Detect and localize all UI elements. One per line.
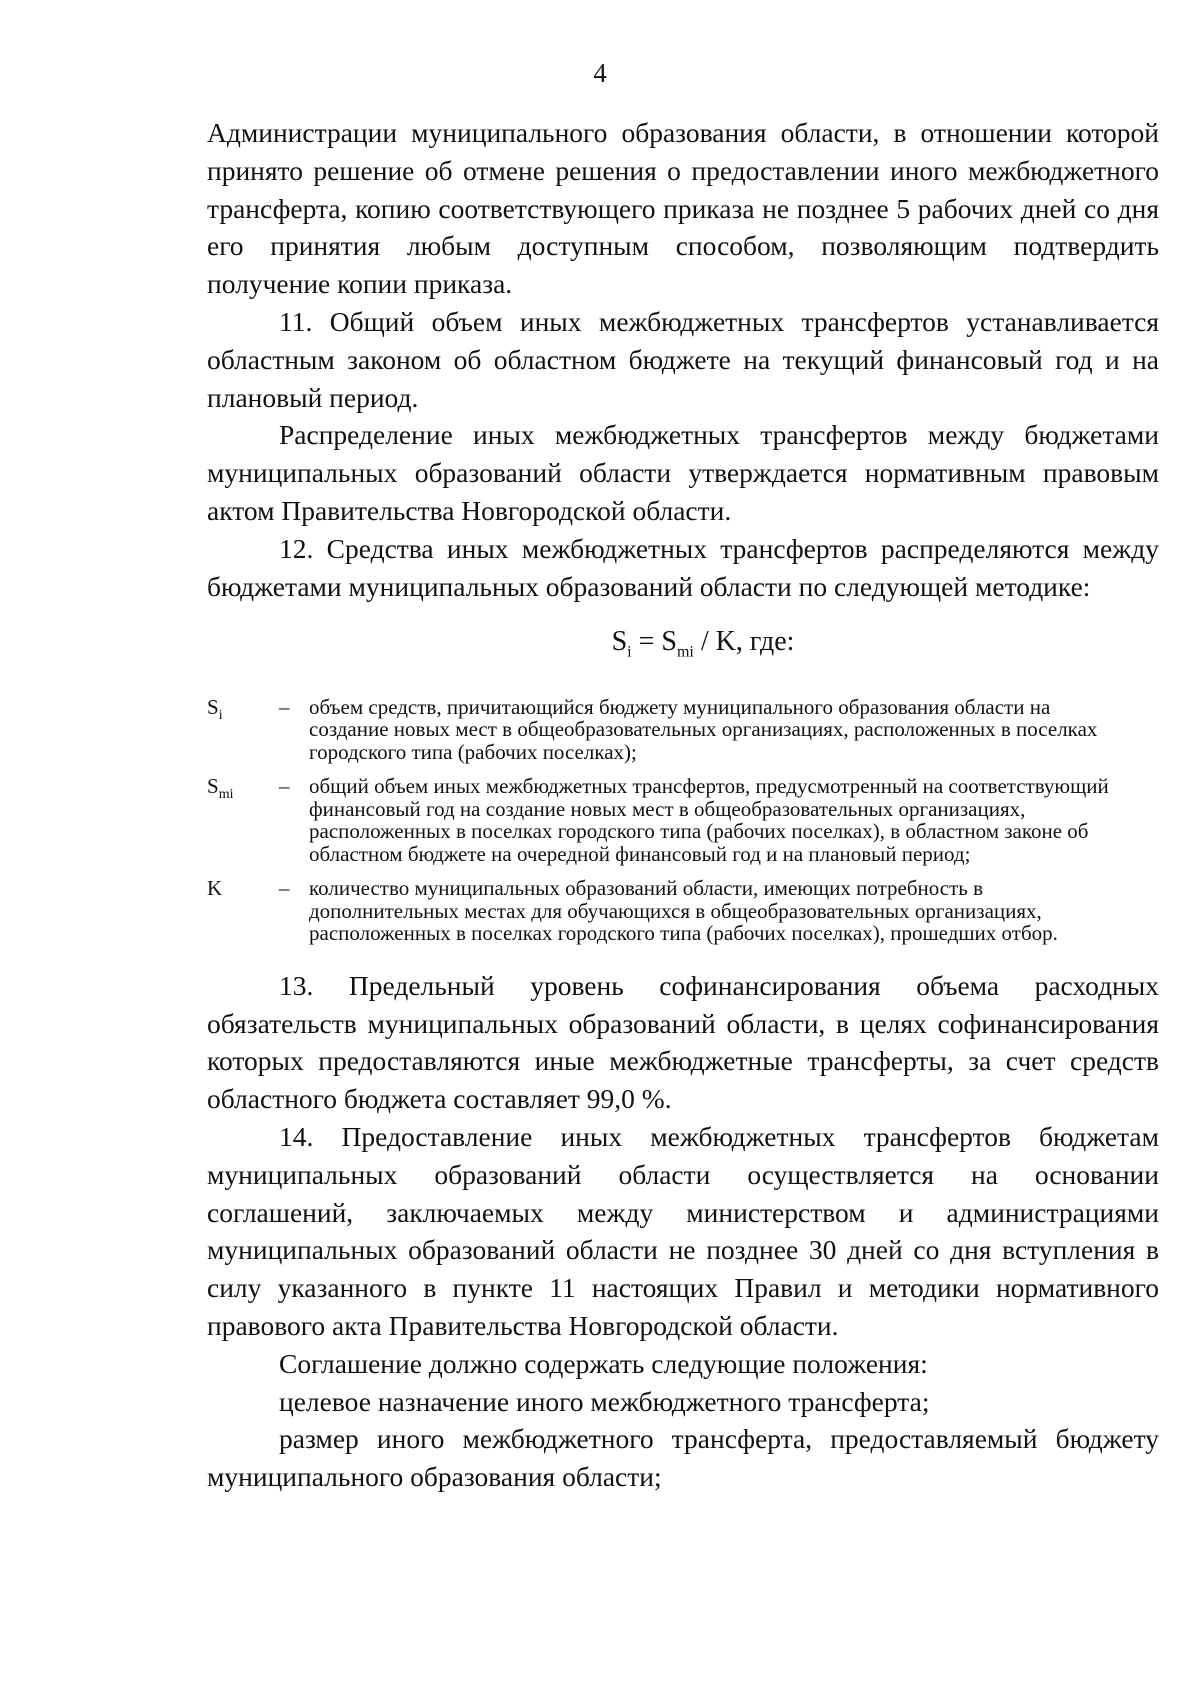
document-body [207,114,1159,1496]
paragraph-11: 11. Общий объем иных межбюджетных трансфертов устанавливается областным законом об областном бюджете на текущий финансовый год и на плановый период. [207,305,1159,413]
formula-rhs-sub: mi [676,643,694,661]
paragraph-distribution: Распределение иных межбюджетных трансфертов между бюджетами муниципальных образований области утверждается нормативным правовым актом Правительства Новгородской области. [207,419,1159,526]
legend-description: общий объем иных межбюджетных трансфертов, предусмотренный на соответствующий финансовый год на создание новых мест в общеобразовательных организациях, расположенных в поселках городского типа (рабочих поселках), в областном законе об областном бюджете на очередной финансовый год и на плановый период; [309,774,1109,866]
formula-lhs-sub: i [627,643,632,661]
legend-dash: – [279,774,290,799]
legend-symbol: $S_{mi}$ [207,774,234,803]
formula-eq: = [631,626,662,658]
paragraph-continuation: Администрации муниципального образования области, в отношении которой принято решение об отмене решения о предоставлении иного межбюджетного трансферта, копию соответствующего приказа не позднее 5 рабочих дней со дня его принятия любым доступным способом, позволяющим подтвердить получение копии приказа. [207,117,1159,300]
paragraph-purpose: целевое назначение иного межбюджетного трансферта; [279,1385,930,1417]
formula-rhs: S [661,626,677,658]
legend-row-si [207,696,1159,764]
formula [207,623,1159,671]
formula-lhs: S [611,626,628,658]
legend-row-smi [207,775,1159,865]
formula-legend [207,696,1159,945]
paragraph-13: 13. Предельный уровень софинансирования объема расходных обязательств муниципальных образований области, в целях софинансирования которых предоставляются иные межбюджетные трансферты, за счет средств областного бюджета составляет 99,0 %. [207,969,1159,1115]
paragraph-agreement: Соглашение должно содержать следующие положения: [279,1347,928,1379]
legend-row-k [207,877,1159,945]
legend-dash: – [279,694,290,719]
paragraph-amount: размер иного межбюджетного трансферта, предоставляемый бюджету муниципального образования области; [207,1423,1159,1493]
legend-description: объем средств, причитающийся бюджету муниципального образования области на создание новых мест в общеобразовательных организациях, расположенных в поселках городского типа (рабочих поселках); [309,694,1098,764]
paragraph-12: 12. Средства иных межбюджетных трансфертов распределяются между бюджетами муниципальных образований области по следующей методике: [207,532,1159,602]
legend-symbol: K [207,876,223,901]
legend-dash: – [279,876,290,901]
legend-symbol: $S_i$ [207,694,223,723]
legend-description: количество муниципальных образований области, имеющих потребность в дополнительных местах для обучающихся в общеобразовательных организациях, расположенных в поселках городского типа (рабочих поселках), прошедших отбор. [309,876,1058,946]
formula-tail: / K, где: [693,626,795,658]
paragraph-14: 14. Предоставление иных межбюджетных трансфертов бюджетам муниципальных образований области осуществляется на основании соглашений, заключаемых между министерством и администрациями муниципальных образований области не позднее 30 дней со дня вступления в силу указанного в пункте 11 настоящих Правил и методики нормативного правового акта Правительства Новгородской области. [207,1120,1159,1341]
page-number: 4 [593,58,607,88]
